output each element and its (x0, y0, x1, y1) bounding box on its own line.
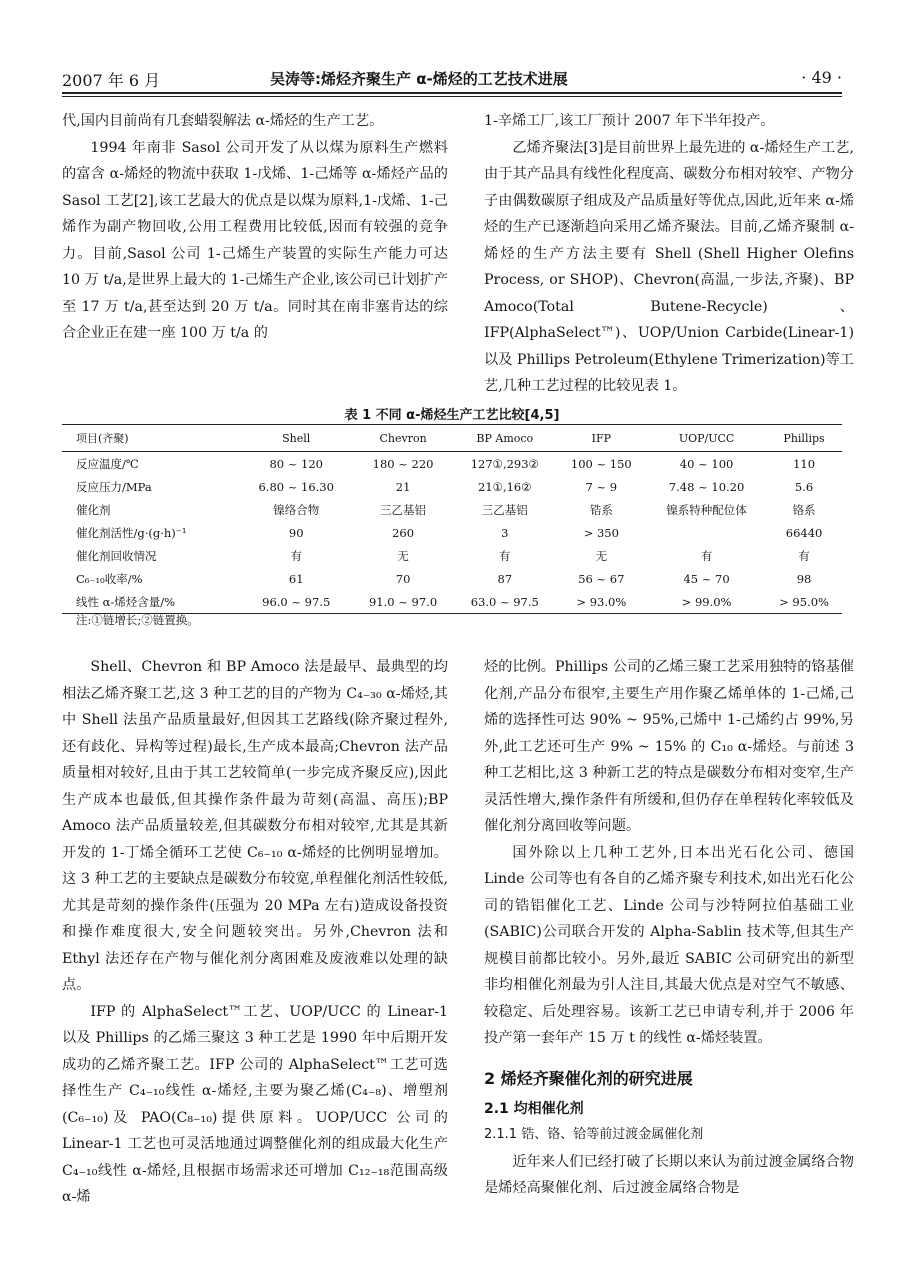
table-cell: 40 ~ 100 (679, 456, 734, 471)
column-left-top (62, 108, 448, 347)
paragraph: 国外除以上几种工艺外,日本出光石化公司、德国 Linde 公司等也有各自的乙烯齐聚专利技术,如出光石化公司的锆铝催化工艺、Linde 公司与沙特阿拉伯基础工业(SABIC)公司联合开发的 Alpha-Sablin 技术等,但其生产规模目前都比较小。另外,最近 SABIC 公司研究出的新型非均相催化剂最为引人注目,其最大优点是对空气不敏感、较稳定、后处理容易。该新工艺已申请专利,并于 2006 年投产第一套年产 15 万 t 的线性 α-烯烃装置。 (484, 844, 854, 1046)
table-cell: > 93.0% (556, 590, 647, 614)
subsection-heading: 2.1 均相催化剂 (484, 1100, 584, 1117)
table-cell: 锆系 (589, 502, 613, 517)
table-cell: 7.48 ~ 10.20 (668, 479, 745, 494)
page-number: · 49 · (801, 68, 842, 87)
table-cell: 线性 α-烯烃含量/% (62, 590, 240, 614)
table-cell: 5.6 (794, 479, 814, 494)
table-cell: 镍络合物 (273, 502, 320, 517)
table-cell: 催化剂 (76, 502, 111, 517)
table-cell: 3 (501, 525, 509, 540)
table-cell: 91.0 ~ 97.0 (352, 590, 454, 614)
table-cell (647, 521, 766, 544)
table-row (62, 452, 842, 476)
table-cell: 无 (397, 548, 409, 563)
paragraph: 烃的比例。Phillips 公司的乙烯三聚工艺采用独特的铬基催化剂,产品分布很窄,主要生产用作聚乙烯单体的 1-己烯,己烯的选择性可达 90% ~ 95%,己烯中 1-己烯约占 99%,另外,此工艺还可生产 9% ~ 15% 的 C₁₀ α-烯烃。与前述 3 种工艺相比,这 3 种新工艺的特点是碳数分布相对变窄,生产灵活性增大,操作条件有所缓和,但仍存在单程转化率较低及催化剂分离回收等问题。 (484, 659, 854, 834)
table-cell: 180 ~ 220 (372, 456, 434, 471)
header-rule-thin (62, 96, 842, 97)
table-cell: 有 (499, 548, 511, 563)
table-cell: 66440 (785, 525, 823, 540)
table-cell: 有 (290, 548, 302, 563)
column-left-bottom (62, 654, 448, 1211)
table-cell: 87 (497, 571, 513, 586)
table-cell: 有 (700, 548, 713, 563)
table-cell: 有 (798, 548, 810, 563)
table-row (62, 475, 842, 498)
table-row (62, 544, 842, 567)
paragraph: Shell、Chevron 和 BP Amoco 法是最早、最典型的均相法乙烯齐聚工艺,这 3 种工艺的目的产物为 C₄₋₃₀ α-烯烃,其中 Shell 法虽产品质量最好,但因其工艺路线(除齐聚过程外,还有歧化、异构等过程)最长,生产成本最高;Chevron 法产品质量相对较好,且由于其工艺较简单(一步完成齐聚反应),因此生产成本也最低,但其操作条件最为苛刻(高温、高压);BP Amoco 法产品质量较差,但其碳数分布相对较窄,尤其是其新开发的 1-丁烯全循环工艺使 C₆₋₁₀ α-烯烃的比例明显增加。这 3 种工艺的主要缺点是碳数分布较宽,单程催化剂活性较低,尤其是苛刻的操作条件(压强为 20 MPa 左右)造成设备投资和操作难度很大,安全问题较突出。另外,Chevron 法和 Ethyl 法还存在产物与催化剂分离困难及废液难以处理的缺点。 (62, 659, 448, 993)
table-cell: 镍系特种配位体 (666, 502, 747, 517)
comparison-table (62, 424, 842, 614)
table-cell: 反应压力/MPa (76, 479, 152, 494)
table-header-cell: Shell (240, 425, 352, 452)
table-cell: 7 ~ 9 (585, 479, 618, 494)
table-cell: 63.0 ~ 97.5 (454, 590, 556, 614)
table-cell: 21①,16② (478, 479, 532, 494)
table-cell: 催化剂活性/g·(g·h)⁻¹ (76, 525, 187, 540)
table-cell: 无 (595, 548, 608, 563)
issue-date: 2007 年 6 月 (62, 71, 161, 90)
column-right-top (484, 108, 854, 400)
table-row (62, 590, 842, 614)
table-row (62, 521, 842, 544)
paragraph: 1-辛烯工厂,该工厂预计 2007 年下半年投产。 (484, 113, 775, 129)
paragraph: 近年来人们已经打破了长期以来认为前过渡金属络合物是烯烃高聚催化剂、后过渡金属络合物是 (484, 1153, 854, 1196)
table-cell: > 95.0% (766, 590, 842, 614)
table-cell: C₆₋₁₀收率/% (76, 571, 143, 586)
table-header-cell: Phillips (766, 425, 842, 452)
table-cell: 80 ~ 120 (269, 456, 323, 471)
table-row (62, 567, 842, 590)
table-caption: 表 1 不同 α-烯烃生产工艺比较[4,5] (344, 408, 560, 423)
table-header-cell: BP Amoco (454, 425, 556, 452)
table-cell: 127①,293② (470, 456, 539, 471)
column-right-bottom (484, 654, 854, 1202)
table-cell: 45 ~ 70 (683, 571, 730, 586)
table-cell: 三乙基铝 (380, 502, 427, 517)
table-header-cell: 项目(齐聚) (62, 425, 240, 452)
table-cell: 56 ~ 67 (578, 571, 625, 586)
subsubsection-heading: 2.1.1 锆、铬、铪等前过渡金属催化剂 (484, 1127, 704, 1142)
table-cell: 6.80 ~ 16.30 (258, 479, 334, 494)
table-note: 注:①链增长;②链置换。 (76, 613, 199, 627)
table-header-cell: Chevron (352, 425, 454, 452)
table-cell: 100 ~ 150 (570, 456, 632, 471)
table-cell: 90 (288, 525, 304, 540)
table-cell: 70 (395, 571, 411, 586)
paragraph: 1994 年南非 Sasol 公司开发了从以煤为原料生产燃料的富含 α-烯烃的物流中获取 1-戊烯、1-己烯等 α-烯烃产品的 Sasol 工艺[2],该工艺最大的优点是以煤为原料,1-戊烯、1-己烯作为副产物回收,公用工程费用比较低,因而有较强的竞争力。目前,Sasol 公司 1-己烯生产装置的实际生产能力可达 10 万 t/a,是世界上最大的 1-己烯生产企业,该公司已计划扩产至 17 万 t/a,甚至达到 20 万 t/a。同时其在南非塞肯达的综合企业正在建一座 100 万 t/a 的 (62, 139, 448, 341)
running-title: 吴涛等:烯烃齐聚生产 α-烯烃的工艺技术进展 (270, 70, 568, 88)
running-header (62, 62, 842, 90)
table-cell: 98 (796, 571, 812, 586)
table-cell: > 350 (583, 525, 619, 540)
table-header-cell: IFP (556, 425, 647, 452)
table-cell: 61 (288, 571, 304, 586)
table-cell: > 99.0% (647, 590, 766, 614)
table-cell: 铬系 (792, 502, 816, 517)
table-cell: 110 (793, 456, 816, 471)
paragraph: 代,国内目前尚有几套蜡裂解法 α-烯烃的生产工艺。 (62, 113, 384, 129)
header-rule (62, 92, 842, 94)
paragraph: 乙烯齐聚法[3]是目前世界上最先进的 α-烯烃生产工艺,由于其产品具有线性化程度高、碳数分布相对较窄、产物分子由偶数碳原子组成及产品质量好等优点,因此,近年来 α-烯烃的生产已逐渐趋向采用乙烯齐聚法。目前,乙烯齐聚制 α-烯烃的生产方法主要有 Shell (Shell Higher Olefins Process, or SHOP)、Chevron(高温,一步法,齐聚)、BP Amoco(Total Butene-Recycle)、IFP(AlphaSelect™)、UOP/Union Carbide(Linear-1)以及 Phillips Petroleum(Ethylene Trimerization)等工艺,几种工艺过程的比较见表 1。 (484, 139, 854, 394)
table-cell: 21 (395, 479, 411, 494)
table-cell: 96.0 ~ 97.5 (240, 590, 352, 614)
table-cell: 260 (392, 525, 415, 540)
table-header-cell: UOP/UCC (647, 425, 766, 452)
table-cell: 三乙基铝 (481, 502, 528, 517)
table-cell: 催化剂回收情况 (76, 548, 157, 563)
table-header-row (62, 425, 842, 452)
table-row (62, 498, 842, 521)
paragraph: IFP 的 AlphaSelect™工艺、UOP/UCC 的 Linear-1 以及 Phillips 的乙烯三聚这 3 种工艺是 1990 年中后期开发成功的乙烯齐聚工艺。IFP 公司的 AlphaSelect™工艺可选择性生产 C₄₋₁₀线性 α-烯烃,主要为聚乙烯(C₄₋₈)、增塑剂(C₆₋₁₀)及 PAO(C₈₋₁₀)提供原料。UOP/UCC 公司的 Linear-1 工艺也可灵活地通过调整催化剂的组成最大化生产 C₄₋₁₀线性 α-烯烃,且根据市场需求还可增加 C₁₂₋₁₈范围高级 α-烯 (62, 1003, 448, 1205)
table-cell: 反应温度/℃ (76, 456, 139, 471)
section-heading: 2 烯烃齐聚催化剂的研究进展 (484, 1068, 693, 1088)
